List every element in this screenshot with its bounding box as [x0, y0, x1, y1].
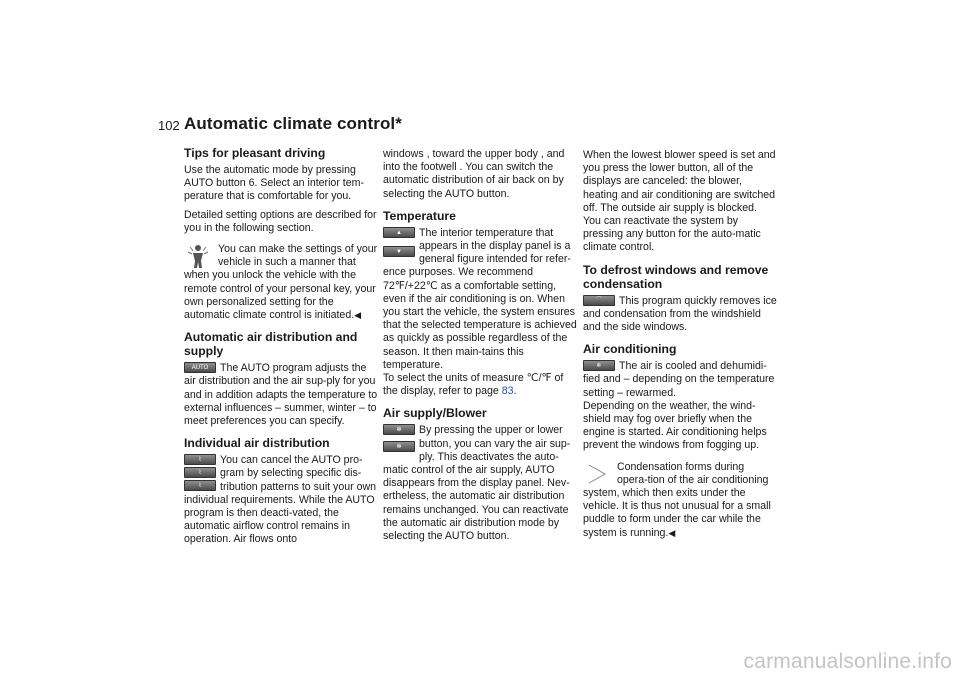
page-link[interactable]: 83 — [501, 385, 514, 398]
column-3 — [583, 149, 777, 540]
person-icon — [184, 243, 212, 269]
column-2 — [383, 148, 577, 543]
auto-button-icon: AUTO — [184, 362, 216, 373]
heading-auto-distribution: Automatic air distribution and supply — [184, 330, 358, 359]
heading-temperature: Temperature — [383, 208, 456, 223]
para-windows: windows , toward the upper body , and into the footwell . You can switch the automatic distribution of air back on by selecting the AUTO button. — [383, 148, 565, 200]
triangle-note-icon — [583, 461, 611, 487]
note-personal-key-text: You can make the settings of your vehicle in such a manner that when you unlock the vehicle with the remote control of your personal key, your own personalized setting for the automatic climate control is initiated. — [184, 243, 378, 322]
para-tips-2: Detailed setting options are described for you in the following section. — [184, 208, 377, 234]
para-ac-1: The air is cooled and dehumidi-fied and – depending on the temperature setting – rewarmed. — [583, 360, 775, 399]
heading-individual-distribution: Individual air distribution — [184, 436, 330, 451]
note-condensation — [583, 461, 777, 540]
para-lowest-speed: When the lowest blower speed is set and you press the lower button, all of the displays are canceled: the blower, heating and air conditioning are switched off. The outside air supply is blocked. You can reactivate the system by pressing any button for the auto-matic climate control. — [583, 149, 776, 254]
ac-button-icon: ❄ — [583, 360, 615, 371]
upper-body-distribution-button-icon: ⌇ — [184, 467, 216, 478]
blower-up-icon: ✻ — [383, 424, 415, 435]
heading-defrost: To defrost windows and remove condensation — [583, 262, 769, 291]
end-mark-icon: ◀ — [668, 527, 676, 538]
page-number: 102 — [158, 118, 180, 133]
defrost-button-icon: ⌒ — [583, 295, 615, 306]
para-defrost: This program quickly removes ice and condensation from the windshield and the side windows. — [583, 294, 777, 334]
para-ac-2: Depending on the weather, the wind-shield may fog over briefly when the engine is started. Air conditioning helps prevent the windows from fogging up. — [583, 399, 767, 452]
heading-tips: Tips for pleasant driving — [184, 146, 326, 160]
end-mark-icon: ◀ — [354, 310, 362, 321]
page-title: Automatic climate control* — [184, 114, 402, 133]
para-tips-1: Use the automatic mode by pressing AUTO button 6. Select an interior tem-perature that is comfortable for you. — [184, 164, 364, 203]
windows-distribution-button-icon: ⌇ — [184, 454, 216, 465]
heading-air-conditioning: Air conditioning — [583, 342, 677, 357]
para-temperature: The interior temperature that appears in the display panel is a general figure intended for refer-ence purposes. We recommend 72℉/+22℃ as a comfortable setting, even if the air conditioning is on. When you start the vehicle, the system ensures that the selected temperature is achieved as quickly as possible regardless of the season. It then main-tains this temperature. — [383, 226, 577, 371]
temperature-down-icon: ▼ — [383, 246, 415, 257]
para-individual: You can cancel the AUTO pro-gram by selecting specific dis-tribution patterns to suit your own individual requirements. While the AUTO program is then deacti-vated, the automatic airflow control remains in operation. Air flows onto — [184, 454, 377, 546]
temperature-up-icon: ▲ — [383, 227, 415, 238]
heading-blower: Air supply/Blower — [383, 406, 487, 421]
footwell-distribution-button-icon: ⌇ — [184, 480, 216, 491]
watermark: carmanualsonline.info — [743, 650, 952, 673]
para-auto: The AUTO program adjusts the air distribution and the air sup-ply for you and in addition adapts the temperature to external influences – summer, winter – to meet preferences you can specify. — [184, 362, 378, 428]
para-units: To select the units of measure ℃/℉ of the display, refer to page 83. — [383, 372, 564, 398]
note-personal-key — [184, 243, 378, 322]
blower-down-icon: ✻ — [383, 441, 415, 452]
column-1 — [184, 146, 378, 547]
note-condensation-text: Condensation forms during opera-tion of the air conditioning system, which then exits under the vehicle. It is thus not unusual for a small puddle to form under the car while the system is running. — [583, 460, 771, 539]
para-blower: By pressing the upper or lower button, you can vary the air sup-ply. This deactivates the auto-matic control of the air supply, AUTO disappears from the display panel. Nev-ertheless, the automatic air distribution remains unchanged. You can reactivate the automatic air distribution mode by selecting the AUTO button. — [383, 424, 571, 543]
